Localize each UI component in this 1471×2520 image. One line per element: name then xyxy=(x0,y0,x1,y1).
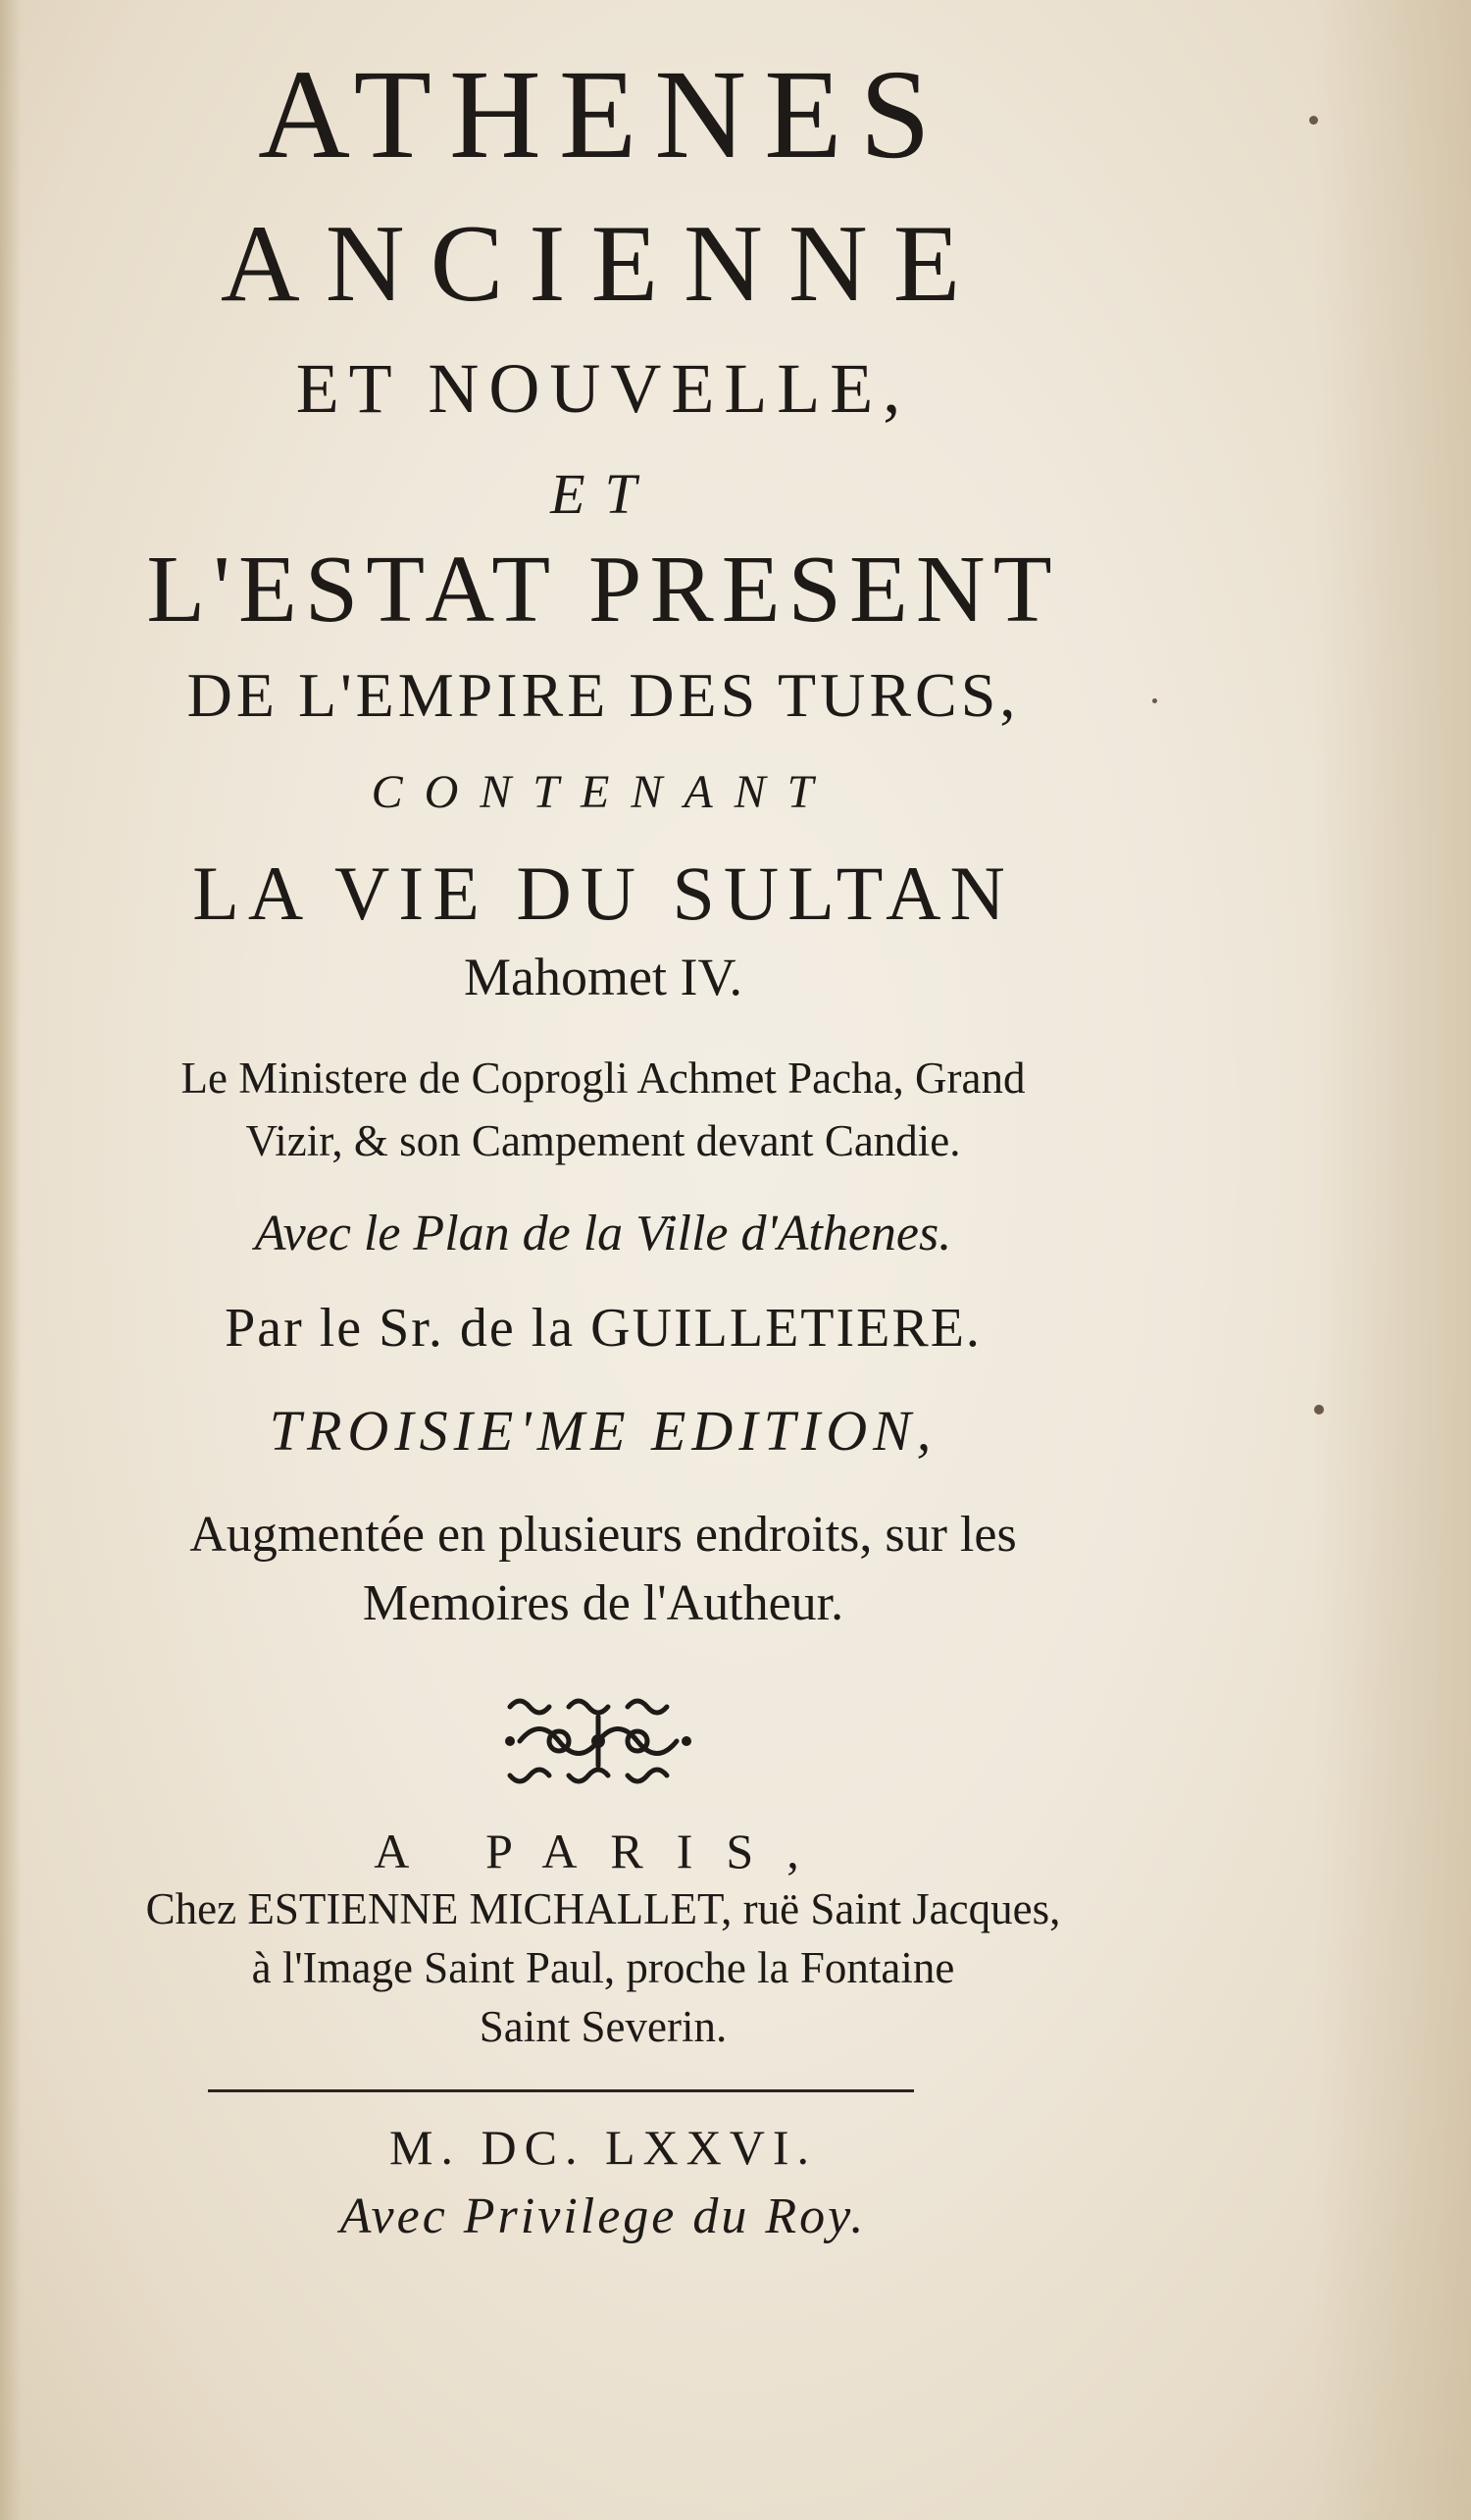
title-ministere-line-1: Le Ministere de Coprogli Achmet Pacha, Grand xyxy=(180,1054,1026,1103)
title-la-vie-du-sultan: LA VIE DU SULTAN xyxy=(192,850,1014,936)
title-avec-le-plan: Avec le Plan de la Ville d'Athenes. xyxy=(254,1206,952,1261)
imprint-address: à l'Image Saint Paul, proche la Fontaine xyxy=(251,1943,955,1992)
imprint-publisher: Chez ESTIENNE MICHALLET, ruë Saint Jacques, xyxy=(145,1884,1061,1933)
foxing-spot xyxy=(1152,698,1157,703)
imprint-saint-severin: Saint Severin. xyxy=(479,2002,728,2051)
title-augmentee-line-1: Augmentée en plusieurs endroits, sur les xyxy=(189,1507,1017,1563)
imprint-city: A PARIS, xyxy=(374,1824,833,1878)
page-edge-shadow-right xyxy=(1314,0,1471,2520)
imprint-date: M. DC. LXXVI. xyxy=(389,2120,817,2175)
title-contenant: CONTENANT xyxy=(371,766,836,818)
printers-ornament-icon xyxy=(490,1687,706,1795)
foxing-spot xyxy=(1314,1405,1324,1414)
title-mahomet: Mahomet IV. xyxy=(464,948,742,1006)
title-author: Par le Sr. de la GUILLETIERE. xyxy=(225,1298,982,1359)
title-empire-des-turcs: DE L'EMPIRE DES TURCS, xyxy=(186,660,1020,730)
title-edition: TROISIE'ME EDITION, xyxy=(269,1399,938,1463)
title-ministere-line-2: Vizir, & son Campement devant Candie. xyxy=(245,1116,961,1165)
divider-rule xyxy=(208,2089,914,2092)
title-ancienne: ANCIENNE xyxy=(220,203,987,325)
title-athenes: ATHENES xyxy=(258,44,948,185)
imprint-privilege: Avec Privilege du Roy. xyxy=(339,2188,867,2244)
title-augmentee-line-2: Memoires de l'Autheur. xyxy=(362,1575,844,1631)
title-et-nouvelle: ET NOUVELLE, xyxy=(295,349,911,428)
foxing-spot xyxy=(1309,116,1318,125)
title-lestat-present: L'ESTAT PRESENT xyxy=(146,537,1060,643)
title-et: ET xyxy=(550,462,656,526)
